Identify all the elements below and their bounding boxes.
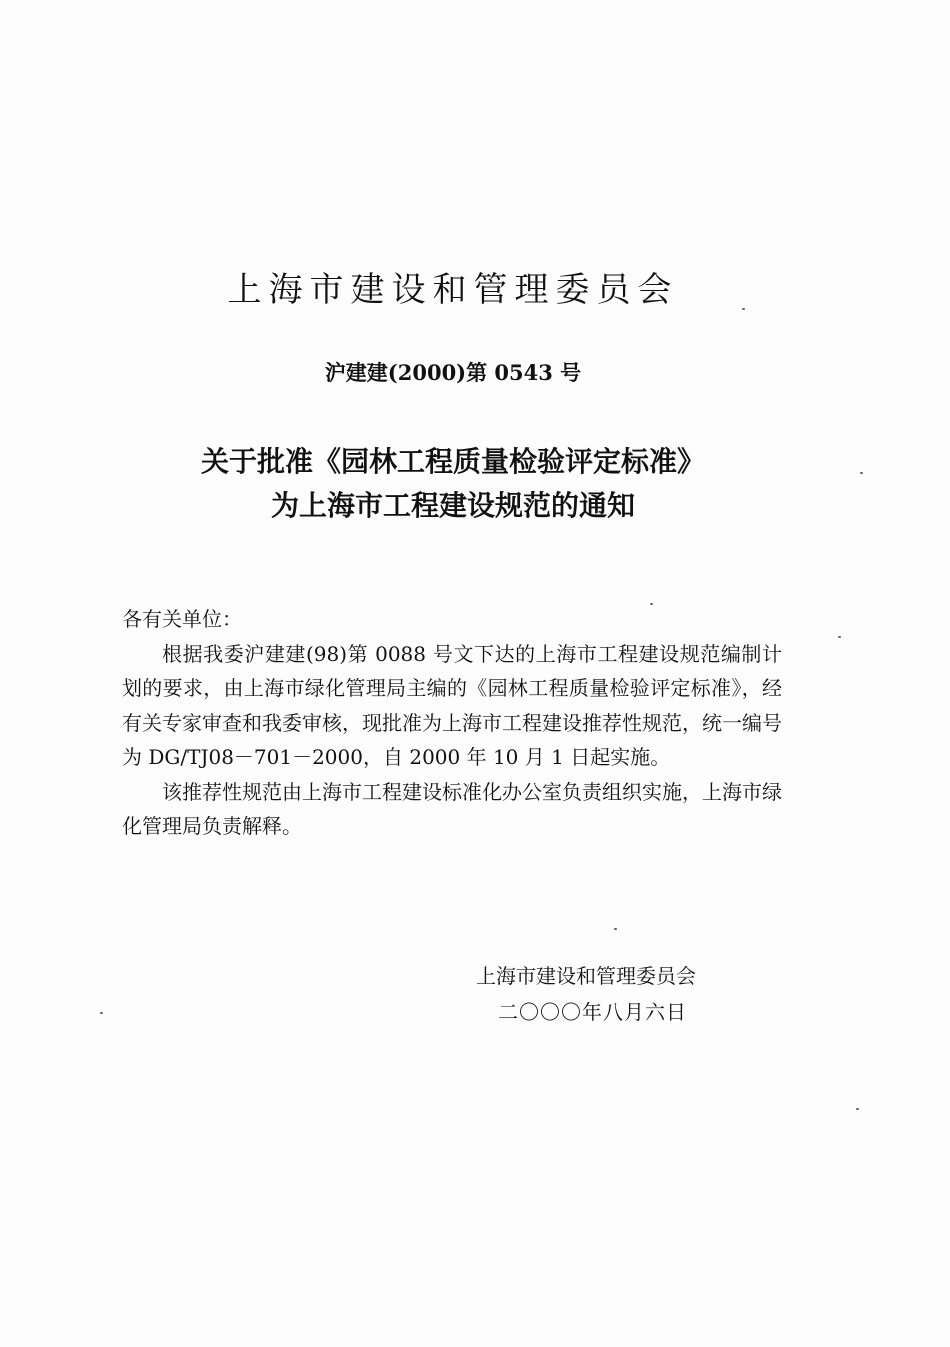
scan-speck: [860, 472, 863, 474]
notice-title-line-1: 关于批准《园林工程质量检验评定标准》: [200, 445, 705, 478]
scan-speck: [100, 1012, 103, 1014]
signature-block: [476, 958, 756, 1030]
scan-speck: [614, 928, 617, 930]
signature-date: 二〇〇〇年八月六日: [498, 1000, 687, 1024]
signature-organization: 上海市建设和管理委员会: [476, 964, 696, 988]
scan-speck: [838, 636, 841, 638]
notice-body: [122, 602, 782, 844]
document-number: 沪建建(2000)第 0543 号: [324, 360, 582, 385]
scan-speck: [856, 1108, 859, 1110]
notice-title-line-2: 为上海市工程建设规范的通知: [270, 489, 635, 522]
notice-title: [0, 440, 906, 528]
salutation: 各有关单位：: [122, 607, 242, 631]
scan-speck: [650, 603, 653, 605]
scan-speck: [742, 308, 745, 310]
issuer-heading: 上海市建设和管理委员会: [227, 270, 679, 310]
body-paragraph-1: 根据我委沪建建(98)第 0088 号文下达的上海市工程建设规范编制计划的要求，由上海市绿化管理局主编的《园林工程质量检验评定标准》，经有关专家审查和我委审核，现批准为上海市工程建设推荐性规范，统一编号为 DG/TJ08－701－2000，自 2000 年 10 月 1 日起实施。: [122, 641, 782, 769]
body-paragraph-2: 该推荐性规范由上海市工程建设标准化办公室负责组织实施，上海市绿化管理局负责解释。: [122, 779, 782, 838]
